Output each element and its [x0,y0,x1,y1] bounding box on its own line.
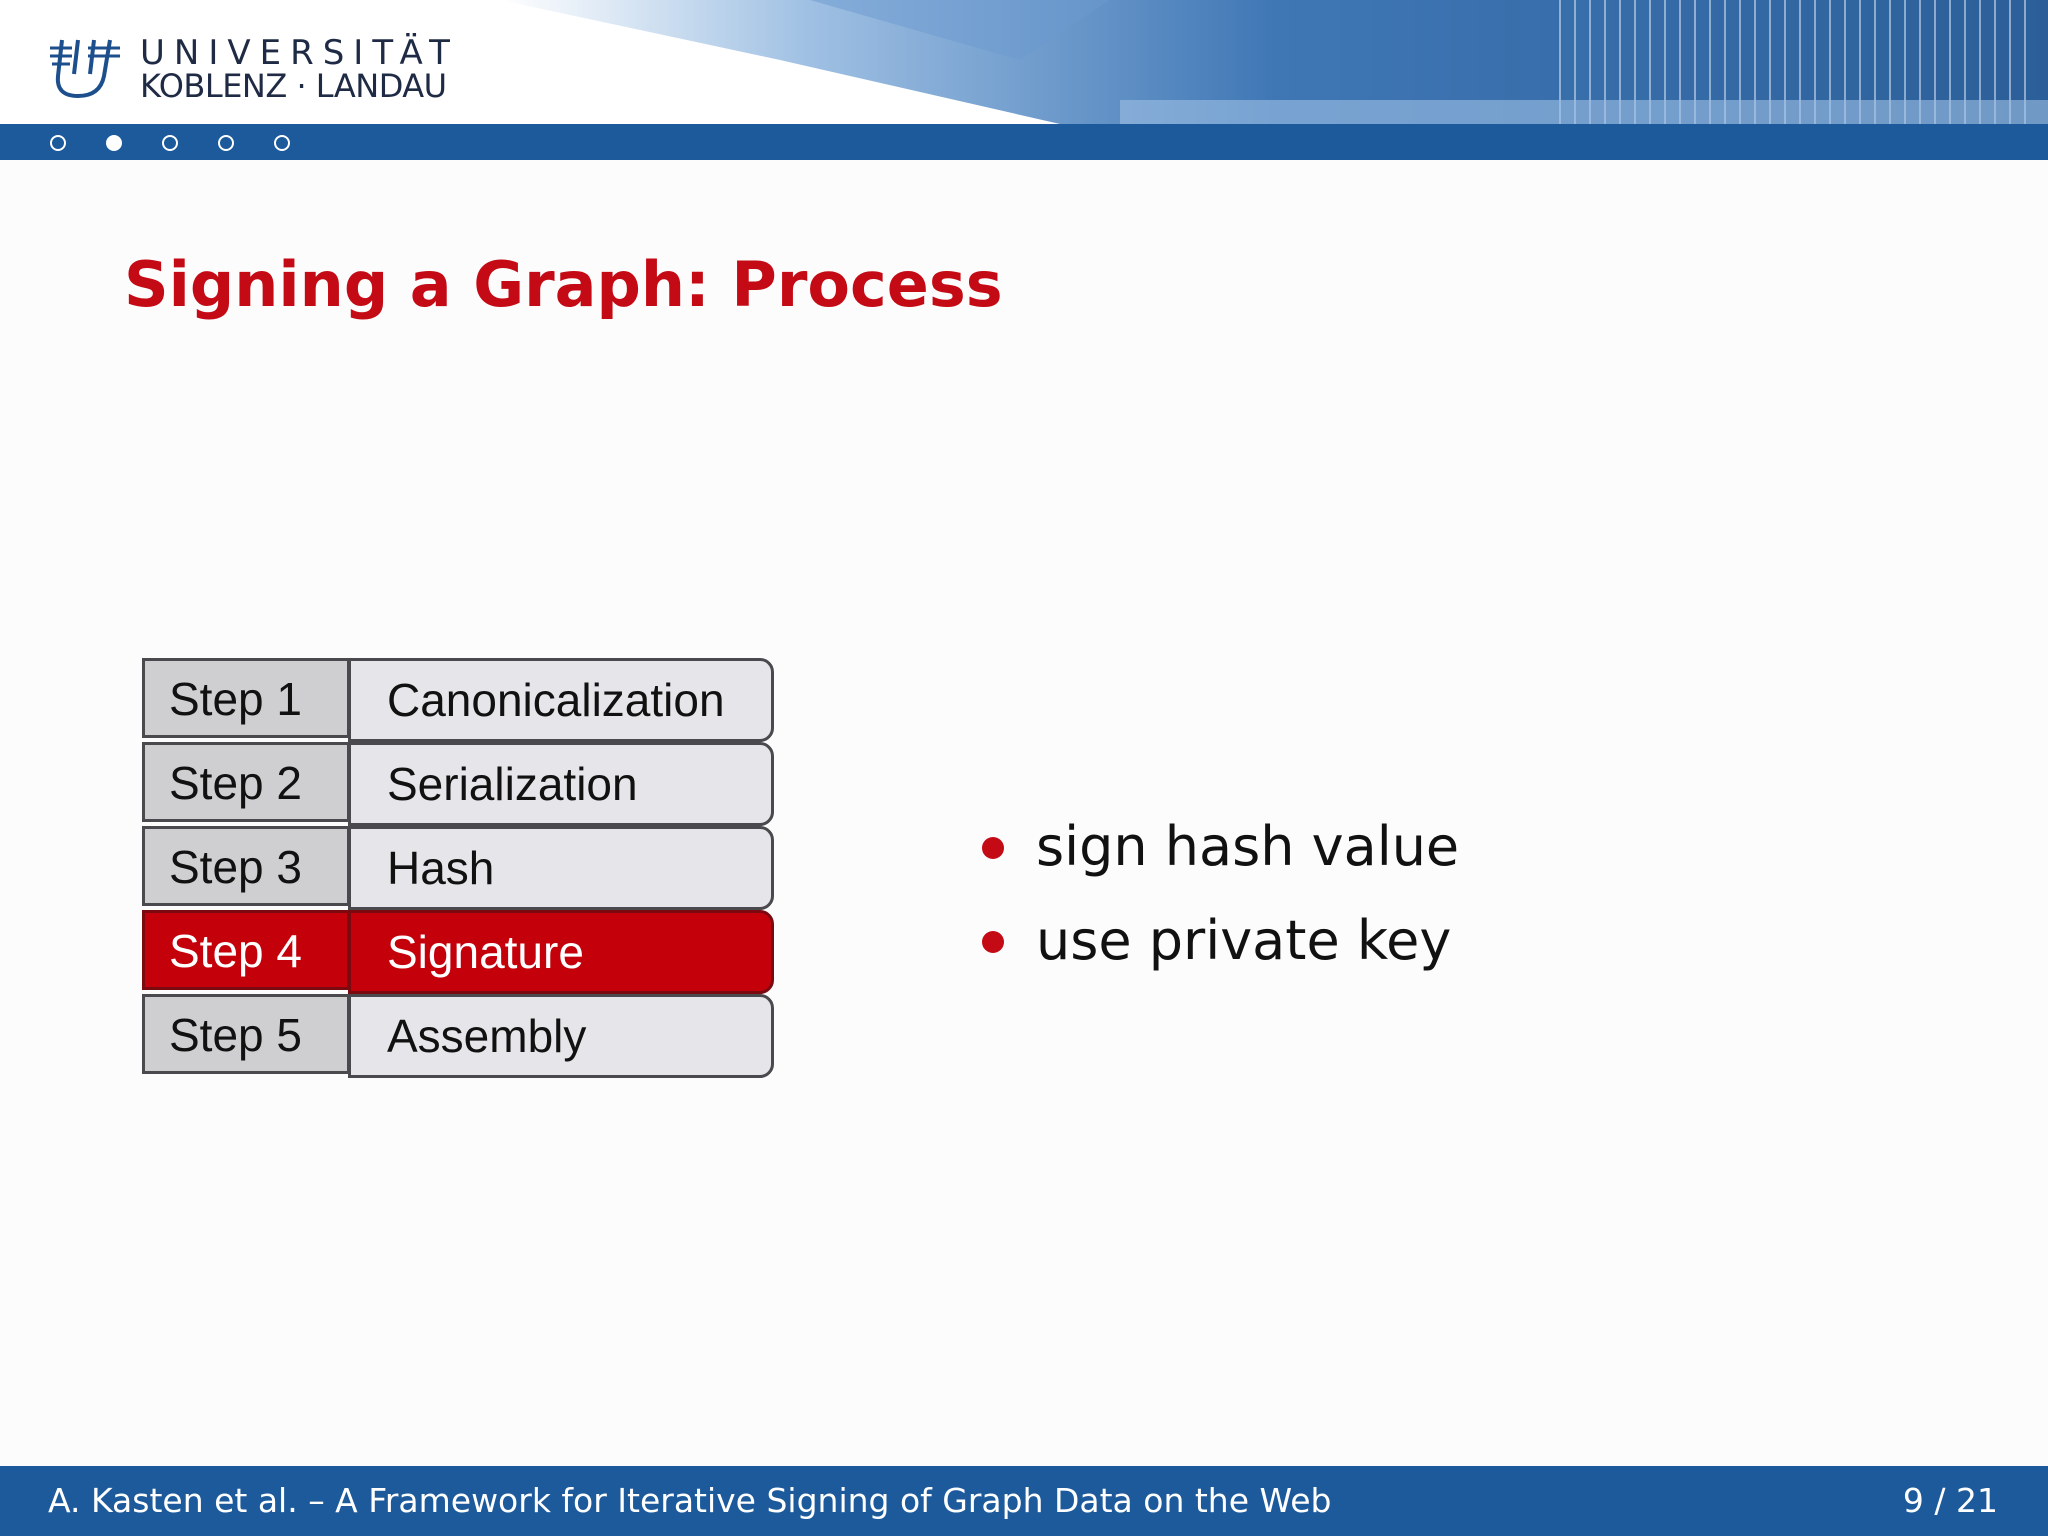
step-number: Step 2 [142,742,350,822]
slide-title: Signing a Graph: Process [124,248,1003,321]
university-logo-icon [44,34,126,102]
step-name: Canonicalization [348,658,774,742]
bullet-item [976,894,1459,988]
step-number: Step 4 [142,910,350,990]
section-dot-current[interactable] [106,135,122,151]
footer-citation: A. Kasten et al. – A Framework for Iterative Signing of Graph Data on the Web [48,1481,1332,1520]
step-number: Step 5 [142,994,350,1074]
section-dot[interactable] [218,135,234,151]
bullet-dot-icon [982,837,1004,859]
section-progress-dots [50,132,290,154]
step-number: Step 1 [142,658,350,738]
bullet-list [976,800,1459,988]
step-row-active [142,910,774,994]
step-name: Signature [348,910,774,994]
page-number: 9 / 21 [1902,1481,1998,1520]
step-name: Serialization [348,742,774,826]
bullet-text: use private key [1036,909,1452,972]
step-row [142,658,774,742]
bullet-text: sign hash value [1036,815,1460,878]
slide-footer [0,1466,2048,1536]
university-logo [44,34,464,106]
university-name-line1: UNIVERSITÄT [140,33,459,73]
step-name: Hash [348,826,774,910]
step-number: Step 3 [142,826,350,906]
slide-header [0,0,2048,124]
step-row [142,826,774,910]
section-dot[interactable] [50,135,66,151]
step-name: Assembly [348,994,774,1078]
section-dot[interactable] [162,135,178,151]
university-name-line2: KOBLENZ · LANDAU [140,67,447,105]
step-row [142,742,774,826]
bullet-dot-icon [982,931,1004,953]
step-row [142,994,774,1078]
process-steps [142,658,774,1078]
header-banner-image [500,0,2048,124]
navigation-bar [0,124,2048,160]
section-dot[interactable] [274,135,290,151]
bullet-item [976,800,1459,894]
